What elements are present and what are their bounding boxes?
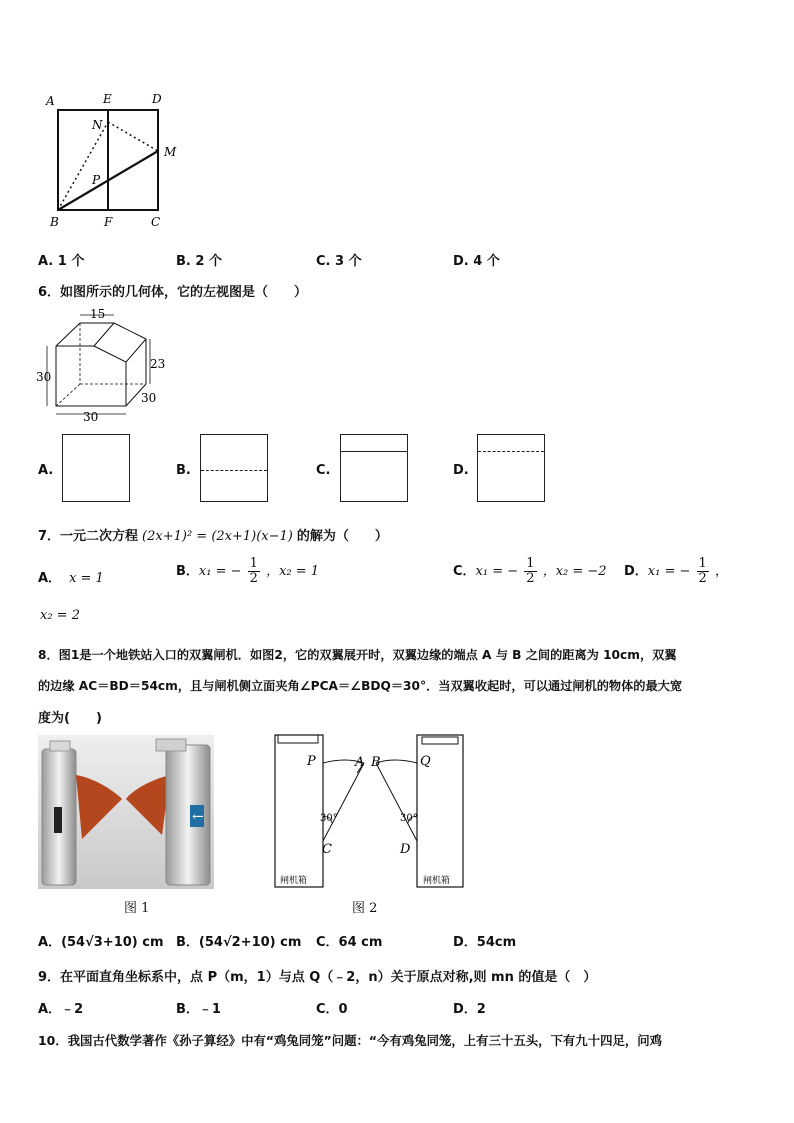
q8-stem-line1: 8．图1是一个地铁站入口的双翼闸机．如图2，它的双翼展开时，双翼边缘的端点 A 与 B 之间的距离为 10cm，双翼 [38,648,677,662]
fig2-label-A: A [355,755,365,770]
q9-option-a: A．﹣2 [38,1002,84,1017]
q8-option-a: A．(54√3+10) cm [38,935,164,950]
q6-option-b-box [200,434,268,502]
q7-stem: 7．一元二次方程 (2x+1)² = (2x+1)(x−1) 的解为（ ） [38,529,388,544]
q9-option-d: D．2 [453,1002,486,1017]
fraction: $\frac{1}{2}$ [698,556,707,586]
fig2-angle-left: 30° [320,813,338,824]
square-figure [40,88,190,233]
q9-option-b: B．﹣1 [176,1002,221,1017]
q5-option-b: B. 2 个 [176,254,222,269]
dim-bottom: 30 [83,410,99,424]
q7-option-d: D．x₁ = − $\frac{1}{2}$ ， [624,556,728,586]
fig2-box-left: 闸机箱 [280,876,308,886]
label-N: N [92,118,103,132]
gate-schematic [272,733,472,891]
q8-option-d: D．54cm [453,935,517,950]
fig2-label-P: P [307,754,316,769]
dim-depth: 30 [141,391,157,405]
q8-option-c: C．64 cm [316,935,383,950]
q5-option-c: C. 3 个 [316,254,362,269]
q6-option-d-label: D. [453,463,469,478]
q6-option-a-box [62,434,130,502]
fig2-box-right: 闸机箱 [423,876,451,886]
dashed-line [201,470,267,471]
label-M: M [164,145,177,159]
q6-option-a-label: A. [38,463,54,478]
fig2-label-Q: Q [420,754,431,769]
dim-top: 15 [90,307,106,321]
fig2-label-B: B [371,755,381,770]
q10-stem: 10．我国古代数学著作《孙子算经》中有“鸡兔同笼”问题：“今有鸡兔同笼，上有三十五头，下有九十四足，问鸡 [38,1033,663,1048]
fig2-label-D: D [400,842,411,857]
q5-option-a: A. 1 个 [38,254,85,269]
dim-left: 30 [36,370,52,384]
dim-right: 23 [150,357,166,371]
solid-line [341,451,407,452]
q5-option-d: D. 4 个 [453,254,500,269]
fig2-label-C: C [322,842,332,857]
q7-option-a: A． x = 1 [38,571,104,586]
fig2-caption: 图 2 [352,901,378,916]
q6-solid-figure [34,306,169,424]
q9-stem: 9．在平面直角坐标系中，点 P（m，1）与点 Q（﹣2，n）关于原点对称,则 mn 的值是（ ） [38,970,597,985]
label-D: D [152,92,162,106]
q8-stem-line3: 度为( ) [38,711,102,726]
q8-stem-line2: 的边缘 AC＝BD＝54cm，且与闸机侧立面夹角∠PCA＝∠BDQ＝30°．当双翼收起时，可以通过闸机的物体的最大宽 [38,679,683,693]
label-C: C [151,215,161,229]
q6-option-d-box [477,434,545,502]
q8-option-b: B．(54√2+10) cm [176,935,302,950]
q6-option-b-label: B. [176,463,191,478]
fraction: $\frac{1}{2}$ [526,556,535,586]
label-A: A [46,94,55,108]
label-F: F [104,215,113,229]
q6-option-c-label: C. [316,463,331,478]
q7-option-d-x2: x₂ = 2 [40,608,80,623]
q6-option-c-box [340,434,408,502]
fig1-caption: 图 1 [124,901,150,916]
fraction: $\frac{1}{2}$ [249,556,258,586]
q7-option-c: C．x₁ = − $\frac{1}{2}$ ，x₂ = −2 [453,556,607,586]
dashed-line [478,451,544,452]
svg-text:←: ← [192,809,204,825]
q7-option-b: B．x₁ = − $\frac{1}{2}$ ，x₂ = 1 [176,556,320,586]
label-B: B [50,215,59,229]
fig2-angle-right: 30° [400,813,418,824]
q9-option-c: C．0 [316,1002,348,1017]
label-E: E [103,92,112,106]
q6-stem: 6．如图所示的几何体，它的左视图是（ ） [38,285,308,300]
gate-photo [38,735,214,889]
label-P: P [92,173,101,187]
